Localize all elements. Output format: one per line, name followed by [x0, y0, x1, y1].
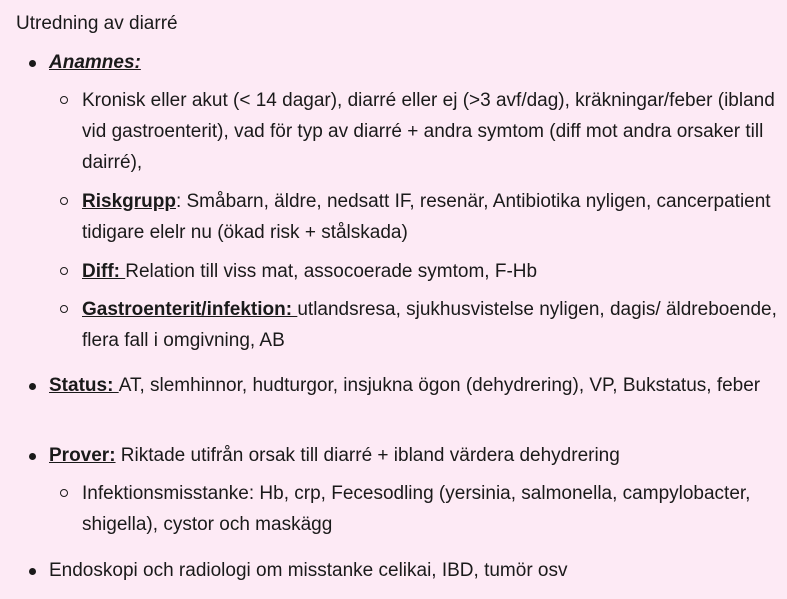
sub-item-riskgrupp: [82, 186, 777, 248]
endoskopi-text: Endoskopi och radiologi om misstanke celikai, IBD, tumör osv: [49, 560, 568, 581]
sub-item-anamnes-description: [82, 85, 777, 178]
anamnes-heading: Anamnes:: [49, 52, 141, 73]
sub-item-infektionsmisstanke: [82, 478, 777, 540]
sub-bullet: [60, 96, 68, 104]
riskgrupp-heading: Riskgrupp: [82, 191, 176, 212]
bullet-status: [29, 383, 36, 390]
sub-item-text: Infektionsmisstanke: Hb, crp, Fecesodling (yersinia, salmonella, campylobacter, shigella), cystor och maskägg: [82, 483, 751, 535]
prover-text: Riktade utifrån orsak till diarré + ibland värdera dehydrering: [115, 445, 620, 466]
list-item-endoskopi: [49, 555, 779, 586]
sub-item-text: Kronisk eller akut (< 14 dagar), diarré eller ej (>3 avf/dag), kräkningar/feber (ibland vid gastroenterit), vad för typ av diarré + andra symtom (diff mot andra orsaker till dairré),: [82, 90, 775, 173]
gastroenterit-text: utlandsresa, sjukhusvistelse nyligen, dagis/ äldreboende, flera fall i omgivning, AB: [82, 299, 777, 351]
status-text: AT, slemhinnor, hudturgor, insjukna ögon (dehydrering), VP, Bukstatus, feber: [118, 375, 761, 396]
sub-bullet: [60, 267, 68, 275]
diff-text: Relation till viss mat, assocoerade symtom, F-Hb: [125, 261, 538, 282]
bullet-anamnes: [29, 60, 36, 67]
riskgrupp-text: : Småbarn, äldre, nedsatt IF, resenär, Antibiotika nyligen, cancerpatient tidigare elelr nu (ökad risk + stålskada): [82, 191, 771, 243]
list-item-anamnes: [49, 47, 779, 78]
page-title: Utredning av diarré: [16, 13, 178, 34]
list-item-prover: [49, 440, 779, 471]
sub-item-gastroenterit: [82, 294, 777, 356]
prover-heading: Prover:: [49, 445, 116, 466]
sub-bullet: [60, 489, 68, 497]
sub-bullet: [60, 305, 68, 313]
sub-bullet: [60, 197, 68, 205]
bullet-prover: [29, 453, 36, 460]
bullet-endoskopi: [29, 568, 36, 575]
diff-heading: Diff:: [82, 261, 126, 282]
status-heading: Status:: [49, 375, 119, 396]
list-item-status: [49, 370, 779, 401]
sub-item-diff: [82, 256, 777, 287]
gastroenterit-heading: Gastroenterit/infektion:: [82, 299, 298, 320]
